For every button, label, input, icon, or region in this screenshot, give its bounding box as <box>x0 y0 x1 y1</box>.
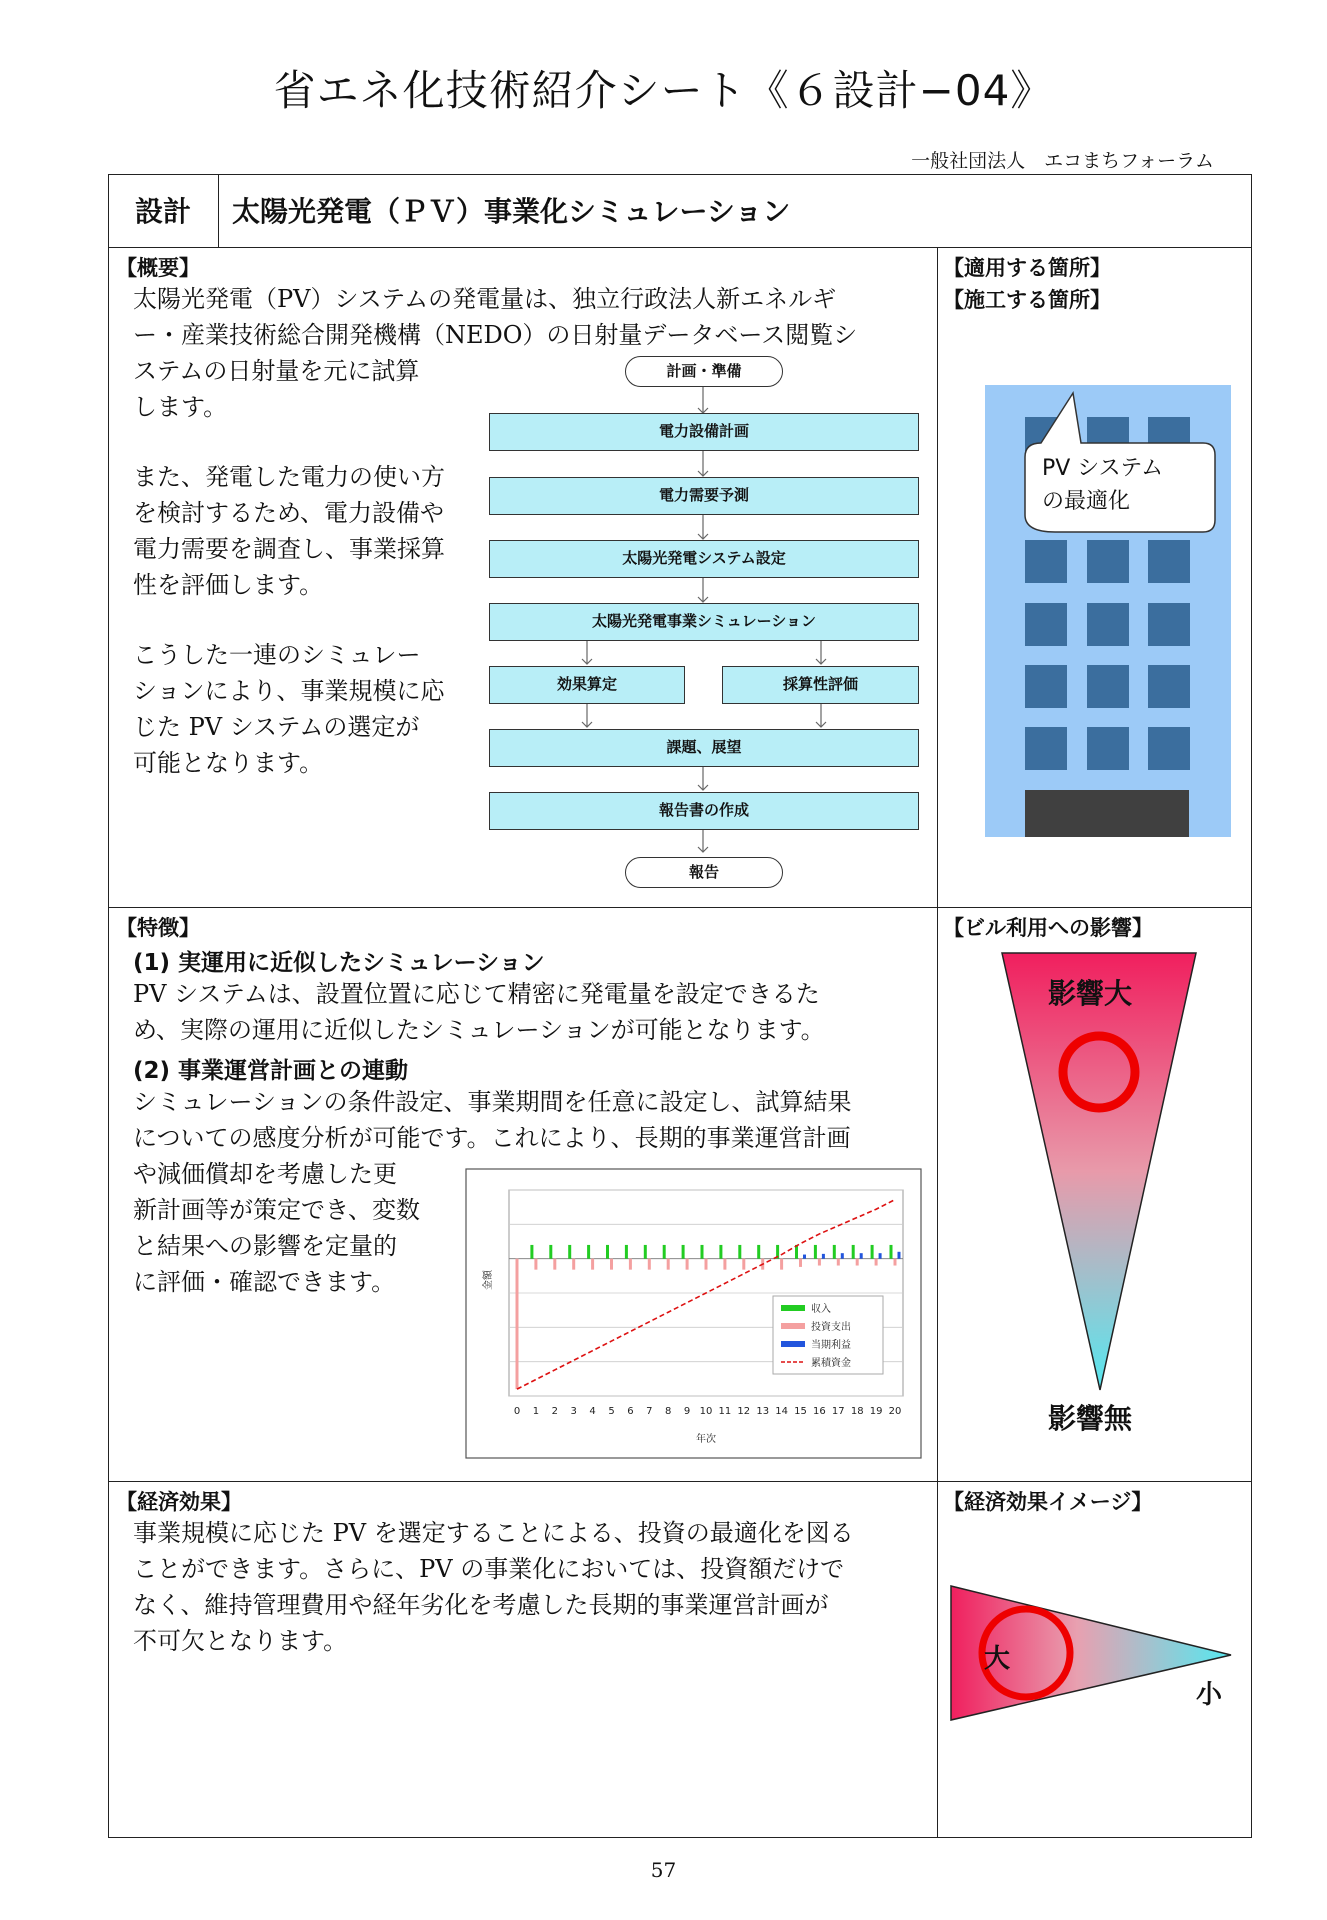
bar-投資支出 <box>742 1259 745 1270</box>
x-tick-label: 6 <box>627 1406 634 1417</box>
bar-投資支出 <box>818 1259 821 1266</box>
bar-収入 <box>871 1245 874 1259</box>
x-axis-label: 年次 <box>696 1434 716 1445</box>
overview-line: ステムの日射量を元に試算 <box>133 357 420 385</box>
legend-swatch <box>781 1305 805 1311</box>
feature-2-text-narrow <box>133 1156 463 1300</box>
feature-line: PV システムは、設置位置に応じて精密に発電量を設定できるた <box>133 980 820 1008</box>
feature-2-text <box>133 1084 933 1156</box>
overview-line: 可能となります。 <box>133 749 324 777</box>
overview-line: じた PV システムの選定が <box>133 713 420 741</box>
divider-overview <box>108 907 1252 908</box>
section-heading: 太陽光発電（ＰＶ）事業化シミュレーション <box>232 195 791 228</box>
flow-step-power-plan: 電力設備計画 <box>489 413 919 451</box>
divider-header <box>108 247 1252 248</box>
feature-line: についての感度分析が可能です。これにより、長期的事業運営計画 <box>133 1124 851 1152</box>
divider-features <box>108 1481 1252 1482</box>
bar-当期利益 <box>879 1253 882 1258</box>
features-header: 【特徴】 <box>116 916 200 940</box>
legend-label: 収入 <box>811 1304 831 1315</box>
flow-step-effect: 効果算定 <box>489 666 685 704</box>
x-tick-label: 7 <box>646 1406 653 1417</box>
flow-step-demand: 電力需要予測 <box>489 477 919 515</box>
feature-line: に評価・確認できます。 <box>133 1268 396 1296</box>
bar-収入 <box>549 1245 552 1259</box>
page-number: 57 <box>650 1858 677 1882</box>
overview-text <box>133 353 493 781</box>
x-tick-label: 5 <box>608 1406 615 1417</box>
legend-label: 当期利益 <box>811 1340 851 1351</box>
apply-header: 【適用する箇所】 <box>943 256 1111 280</box>
bar-投資支出 <box>780 1259 783 1270</box>
x-tick-label: 1 <box>532 1406 540 1417</box>
feature-line: と結果への影響を定量的 <box>133 1232 397 1260</box>
legend-label: 投資支出 <box>811 1322 851 1333</box>
feature-1-text <box>133 976 933 1048</box>
flow-step-pv-setting: 太陽光発電システム設定 <box>489 540 919 578</box>
economy-small-label: 小 <box>1196 1680 1223 1710</box>
economy-big-label: 大 <box>984 1644 1011 1674</box>
x-tick-label: 10 <box>699 1406 713 1417</box>
economy-line: 不可欠となります。 <box>133 1627 348 1655</box>
bar-収入 <box>625 1245 628 1259</box>
bar-当期利益 <box>841 1253 844 1258</box>
divider-right-column <box>937 247 938 1838</box>
bar-投資支出 <box>723 1259 726 1270</box>
impact-none-label: 影響無 <box>1048 1402 1133 1435</box>
bar-収入 <box>757 1245 760 1259</box>
x-tick-label: 18 <box>850 1406 864 1417</box>
bar-収入 <box>738 1245 741 1259</box>
divider-category <box>218 174 219 247</box>
bar-収入 <box>682 1245 685 1259</box>
bar-投資支出 <box>610 1259 613 1270</box>
x-tick-label: 13 <box>756 1406 770 1417</box>
bar-収入 <box>852 1245 855 1259</box>
bar-投資支出 <box>553 1259 556 1270</box>
bar-収入 <box>701 1245 704 1259</box>
overview-line: します。 <box>133 393 228 421</box>
bar-投資支出 <box>591 1259 594 1270</box>
feature-line: シミュレーションの条件設定、事業期間を任意に設定し、試算結果 <box>133 1088 852 1116</box>
flow-step-profitability: 採算性評価 <box>722 666 919 704</box>
overview-line: を検討するため、電力設備や <box>133 499 445 527</box>
overview-line: ションにより、事業規模に応 <box>133 677 445 705</box>
overview-line: こうした一連のシミュレー <box>133 641 421 669</box>
x-tick-label: 3 <box>570 1406 577 1417</box>
callout-line: の最適化 <box>1042 489 1131 514</box>
bar-投資支出 <box>534 1259 537 1270</box>
bar-投資支出 <box>572 1259 575 1270</box>
feature-line: め、実際の運用に近似したシミュレーションが可能となります。 <box>133 1016 825 1044</box>
x-tick-label: 4 <box>589 1406 596 1417</box>
x-tick-label: 0 <box>513 1406 521 1417</box>
bar-投資支出 <box>516 1259 519 1389</box>
bar-収入 <box>814 1245 817 1259</box>
bar-当期利益 <box>860 1253 863 1258</box>
bar-投資支出 <box>894 1259 897 1266</box>
x-tick-label: 14 <box>775 1406 788 1417</box>
overview-line: 電力需要を調査し、事業採算 <box>133 535 445 563</box>
bar-収入 <box>644 1245 647 1259</box>
bar-収入 <box>530 1245 533 1259</box>
economy-line: ことができます。さらに、PV の事業化においては、投資額だけで <box>133 1555 845 1583</box>
bar-投資支出 <box>648 1259 651 1270</box>
bar-収入 <box>719 1245 722 1259</box>
chart-legend <box>773 1296 883 1374</box>
bar-投資支出 <box>629 1259 632 1270</box>
economy-text <box>133 1515 933 1659</box>
overview-line: 太陽光発電（PV）システムの発電量は、独立行政法人新エネルギ <box>133 285 837 313</box>
bar-当期利益 <box>803 1255 806 1259</box>
economy-line: なく、維持管理費用や経年劣化を考慮した長期的事業運営計画が <box>133 1591 829 1619</box>
callout-line: PV システム <box>1042 456 1164 481</box>
bar-投資支出 <box>856 1259 859 1266</box>
overview-line: ー・産業技術総合開発機構（NEDO）の日射量データベース閲覧シ <box>133 321 858 349</box>
feature-line: や減価償却を考慮した更 <box>133 1160 397 1188</box>
page-title: 省エネ化技術紹介シート《６設計−04》 <box>273 66 1054 115</box>
bar-収入 <box>663 1245 666 1259</box>
impact-high-label: 影響大 <box>1048 977 1133 1010</box>
x-tick-label: 19 <box>869 1406 883 1417</box>
overview-line: 性を評価します。 <box>133 571 324 599</box>
legend-swatch <box>781 1341 805 1347</box>
feature-2-title: (2) 事業運営計画との連動 <box>133 1058 409 1084</box>
x-tick-label: 17 <box>831 1406 845 1417</box>
bar-当期利益 <box>898 1252 901 1259</box>
cashflow-chart <box>465 1168 923 1460</box>
legend-label: 累積資金 <box>811 1358 851 1369</box>
bar-投資支出 <box>705 1259 708 1270</box>
impact-triangle <box>1000 950 1200 1398</box>
economy-header: 【経済効果】 <box>116 1490 242 1514</box>
x-tick-label: 9 <box>683 1406 691 1417</box>
bar-収入 <box>587 1245 590 1259</box>
x-tick-label: 16 <box>813 1406 826 1417</box>
bar-投資支出 <box>837 1259 840 1266</box>
flow-start: 計画・準備 <box>625 356 783 387</box>
bar-投資支出 <box>667 1259 670 1270</box>
economy-line: 事業規模に応じた PV を選定することによる、投資の最適化を図る <box>133 1519 854 1547</box>
bar-収入 <box>890 1245 893 1259</box>
category-label: 設計 <box>134 195 191 228</box>
bar-当期利益 <box>822 1254 825 1259</box>
flow-step-simulation: 太陽光発電事業シミュレーション <box>489 603 919 641</box>
x-tick-label: 8 <box>665 1406 672 1417</box>
y-axis-label: 金額 <box>483 1270 494 1290</box>
impact-header: 【ビル利用への影響】 <box>943 916 1153 940</box>
construction-header: 【施工する箇所】 <box>943 288 1111 312</box>
bar-投資支出 <box>875 1259 878 1266</box>
flow-step-issues: 課題、展望 <box>489 729 919 767</box>
economy-image-header: 【経済効果イメージ】 <box>943 1490 1153 1514</box>
bar-収入 <box>568 1245 571 1259</box>
x-tick-label: 15 <box>794 1406 807 1417</box>
overview-header: 【概要】 <box>116 256 200 280</box>
flow-end: 報告 <box>625 857 783 888</box>
bar-収入 <box>833 1245 836 1259</box>
building-door <box>1025 790 1189 837</box>
x-tick-label: 11 <box>718 1406 732 1417</box>
feature-line: 新計画等が策定でき、変数 <box>133 1196 421 1224</box>
organization: 一般社団法人 エコまちフォーラム <box>911 150 1214 172</box>
overview-line: また、発電した電力の使い方 <box>133 463 445 491</box>
legend-swatch <box>781 1323 805 1329</box>
bar-投資支出 <box>686 1259 689 1270</box>
feature-1-title: (1) 実運用に近似したシミュレーション <box>133 950 545 976</box>
overview-text-full <box>133 281 933 353</box>
bar-収入 <box>606 1245 609 1259</box>
flow-step-report-creation: 報告書の作成 <box>489 792 919 830</box>
bar-投資支出 <box>799 1259 802 1267</box>
x-tick-label: 20 <box>888 1406 902 1417</box>
callout-text <box>1042 452 1163 518</box>
x-tick-label: 2 <box>551 1406 558 1417</box>
x-tick-label: 12 <box>737 1406 751 1417</box>
